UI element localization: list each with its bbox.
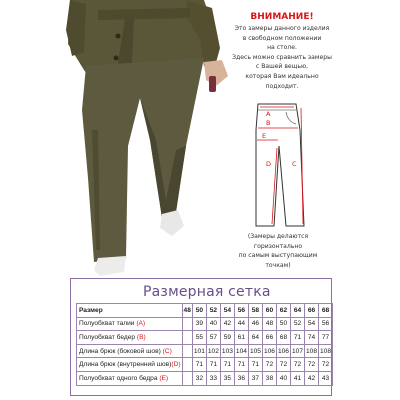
table-cell: 72 — [305, 358, 319, 372]
table-cell: 106 — [262, 344, 276, 358]
table-cell: 54 — [305, 317, 319, 331]
size-value: 62 — [276, 304, 290, 318]
table-cell — [182, 344, 192, 358]
note-line: по самым выступающим — [238, 252, 318, 260]
diagram-label-a: A — [266, 110, 271, 118]
table-cell — [182, 317, 192, 331]
size-value: 56 — [234, 304, 248, 318]
size-table — [76, 303, 333, 386]
notice-line: с Вашей вещью, — [255, 63, 309, 71]
table-cell: 77 — [319, 331, 333, 345]
table-cell — [182, 371, 192, 385]
table-cell: 71 — [234, 358, 248, 372]
table-cell: 40 — [206, 317, 220, 331]
table-row — [77, 344, 333, 358]
size-chart-title: Размерная сетка — [143, 284, 271, 300]
table-cell: 72 — [319, 358, 333, 372]
table-cell: 36 — [234, 371, 248, 385]
size-header-label: Размер — [77, 304, 183, 318]
size-value: 66 — [305, 304, 319, 318]
table-cell: 71 — [192, 358, 206, 372]
table-cell: 72 — [276, 358, 290, 372]
note-line: (Замеры делаются — [247, 233, 309, 240]
notice-line: которая Вам идеально — [245, 72, 319, 80]
size-header-row — [77, 304, 333, 318]
row-code: (А) — [136, 320, 146, 328]
table-cell: 44 — [234, 317, 248, 331]
table-cell: 37 — [248, 371, 262, 385]
table-cell: 106 — [276, 344, 290, 358]
diagram-label-d: D — [266, 160, 272, 168]
table-cell: 74 — [305, 331, 319, 345]
table-cell: 66 — [262, 331, 276, 345]
table-row — [77, 317, 333, 331]
size-chart — [70, 278, 332, 396]
table-row — [77, 371, 333, 385]
note-line: точкам) — [265, 261, 291, 269]
notice-line: Это замеры данного изделия — [234, 25, 330, 32]
size-value: 52 — [206, 304, 220, 318]
table-cell: 71 — [206, 358, 220, 372]
size-value: 60 — [262, 304, 276, 318]
table-cell: 71 — [220, 358, 234, 372]
notice-line: Здесь можно сравнить замеры — [232, 53, 332, 61]
row-label — [77, 358, 183, 372]
table-cell: 71 — [248, 358, 262, 372]
size-value: 64 — [290, 304, 304, 318]
trousers-diagram — [252, 100, 310, 230]
table-cell: 72 — [262, 358, 276, 372]
size-value: 68 — [319, 304, 333, 318]
row-label — [77, 317, 183, 331]
table-cell — [182, 331, 192, 345]
size-value: 50 — [192, 304, 206, 318]
table-cell — [182, 358, 192, 372]
table-cell: 42 — [220, 317, 234, 331]
table-cell: 104 — [234, 344, 248, 358]
table-cell: 35 — [220, 371, 234, 385]
table-cell: 46 — [248, 317, 262, 331]
table-row — [77, 331, 333, 345]
diagram-label-b: B — [266, 119, 271, 127]
size-value: 58 — [248, 304, 262, 318]
table-cell: 55 — [192, 331, 206, 345]
table-cell: 32 — [192, 371, 206, 385]
table-cell: 101 — [192, 344, 206, 358]
table-cell: 57 — [206, 331, 220, 345]
table-cell: 107 — [290, 344, 304, 358]
table-cell: 42 — [305, 371, 319, 385]
table-cell: 105 — [248, 344, 262, 358]
table-cell: 48 — [262, 317, 276, 331]
table-cell: 71 — [290, 331, 304, 345]
table-cell: 38 — [262, 371, 276, 385]
measurement-notice — [226, 12, 338, 91]
row-label — [77, 331, 183, 345]
size-value: 54 — [220, 304, 234, 318]
row-code: (С) — [162, 347, 172, 355]
row-code: (В) — [136, 333, 146, 341]
table-cell: 72 — [290, 358, 304, 372]
table-cell: 33 — [206, 371, 220, 385]
notice-title: ВНИМАНИЕ! — [250, 12, 314, 22]
row-code: (Е) — [159, 374, 169, 382]
size-value: 48 — [182, 304, 192, 318]
table-cell: 41 — [290, 371, 304, 385]
table-cell: 43 — [319, 371, 333, 385]
note-line: горизонтально — [253, 242, 303, 250]
row-label-text: Длина брюк (внутренний шов) — [79, 361, 172, 369]
row-label-text: Полуобхват одного бедра — [79, 374, 160, 382]
table-cell: 52 — [290, 317, 304, 331]
table-cell: 61 — [234, 331, 248, 345]
table-cell: 108 — [305, 344, 319, 358]
table-cell: 50 — [276, 317, 290, 331]
table-cell: 40 — [276, 371, 290, 385]
notice-line: на столе. — [267, 44, 297, 52]
diagram-label-e: E — [262, 132, 267, 140]
table-row — [77, 358, 333, 372]
row-code: (D) — [171, 361, 181, 369]
notice-line: в свободном положении — [242, 34, 322, 42]
product-photo — [0, 0, 238, 278]
row-label-text: Длина брюк (боковой шов) — [79, 347, 163, 355]
row-label-text: Полуобхват талии — [79, 320, 137, 328]
table-cell: 102 — [206, 344, 220, 358]
table-cell: 64 — [248, 331, 262, 345]
diagram-label-c: C — [292, 160, 297, 168]
row-label — [77, 371, 183, 385]
size-rows — [77, 317, 333, 385]
table-cell: 56 — [319, 317, 333, 331]
row-label-text: Полуобхват бедер — [79, 333, 137, 341]
table-cell: 59 — [220, 331, 234, 345]
row-label — [77, 344, 183, 358]
table-cell: 39 — [192, 317, 206, 331]
table-cell: 103 — [220, 344, 234, 358]
measurement-note — [234, 232, 322, 270]
table-cell: 68 — [276, 331, 290, 345]
table-cell: 108 — [319, 344, 333, 358]
notice-line: подходит. — [265, 82, 299, 90]
